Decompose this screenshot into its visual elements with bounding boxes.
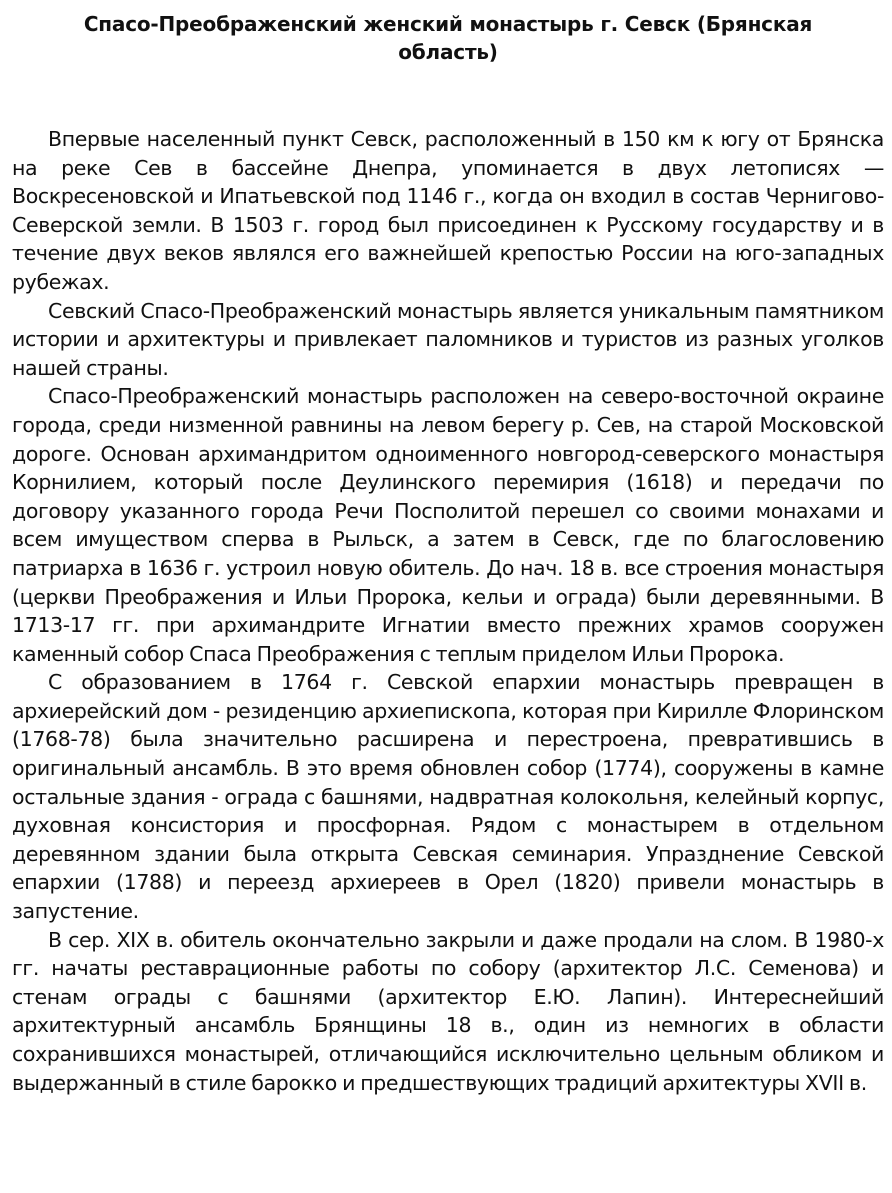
paragraph-3: Спасо-Преображенский монастырь расположен на северо-восточной окраине города, среди низменной равнины на левом берегу р. Сев, на старой Московской дороге. Основан архимандритом одноименного новгород-северского монастыря Корнилием, который после Деулинского перемирия (1618) и передачи по договору указанного города Речи Посполитой перешел со своими монахами и всем имуществом сперва в Рыльск, а затем в Севск, где по благословению патриарха в 1636 г. устроил новую обитель. До нач. 18 в. все строения монастыря (церкви Преображения и Ильи Пророка, кельи и ограда) были деревянными. В 1713-17 гг. при архимандрите Игнатии вместо прежних храмов сооружен каменный собор Спаса Преображения с теплым приделом Ильи Пророка. (12, 384, 884, 666)
paragraph-5: В сер. XIX в. обитель окончательно закрыли и даже продали на слом. В 1980-х гг. начаты реставрационные работы по собору (архитектор Л.С. Семенова) и стенам ограды с башнями (архитектор Е.Ю. Лапин). Интереснейший архитектурный ансамбль Брянщины 18 в., один из немногих в области сохранившихся монастырей, отличающийся исключительно цельным обликом и выдержанный в стиле барокко и предшествующих традиций архитектуры XVII в. (12, 927, 884, 1095)
paragraph-1: Впервые населенный пункт Севск, расположенный в 150 км к югу от Брянска на реке Сев в бассейне Днепра, упоминается в двух летописях — Воскресеновской и Ипатьевской под 1146 г., когда он входил в состав Чернигово-Северской земли. В 1503 г. город был присоединен к Русскому государству и в течение двух веков являлся его важнейшей крепостью России на юго-западных рубежах. (12, 127, 884, 294)
paragraph-2: Севский Спасо-Преображенский монастырь является уникальным памятником истории и архитектуры и привлекает паломников и туристов из разных уголков нашей страны. (12, 298, 884, 380)
paragraph-4: С образованием в 1764 г. Севской епархии монастырь превращен в архиерейский дом - резиденцию архиепископа, которая при Кирилле Флоринском (1768-78) была значительно расширена и перестроена, превратившись в оригинальный ансамбль. В это время обновлен собор (1774), сооружены в камне остальные здания - ограда с башнями, надвратная колокольня, келейный корпус, духовная консистория и просфорная. Рядом с монастырем в отдельном деревянном здании была открыта Севская семинария. Упразднение Севской епархии (1788) и переезд архиереев в Орел (1820) привели монастырь в запустение. (12, 670, 884, 924)
document-title: Спасо-Преображенский женский монастырь г. Севск (Брянская область) (83, 12, 813, 64)
document-body (12, 125, 884, 1097)
